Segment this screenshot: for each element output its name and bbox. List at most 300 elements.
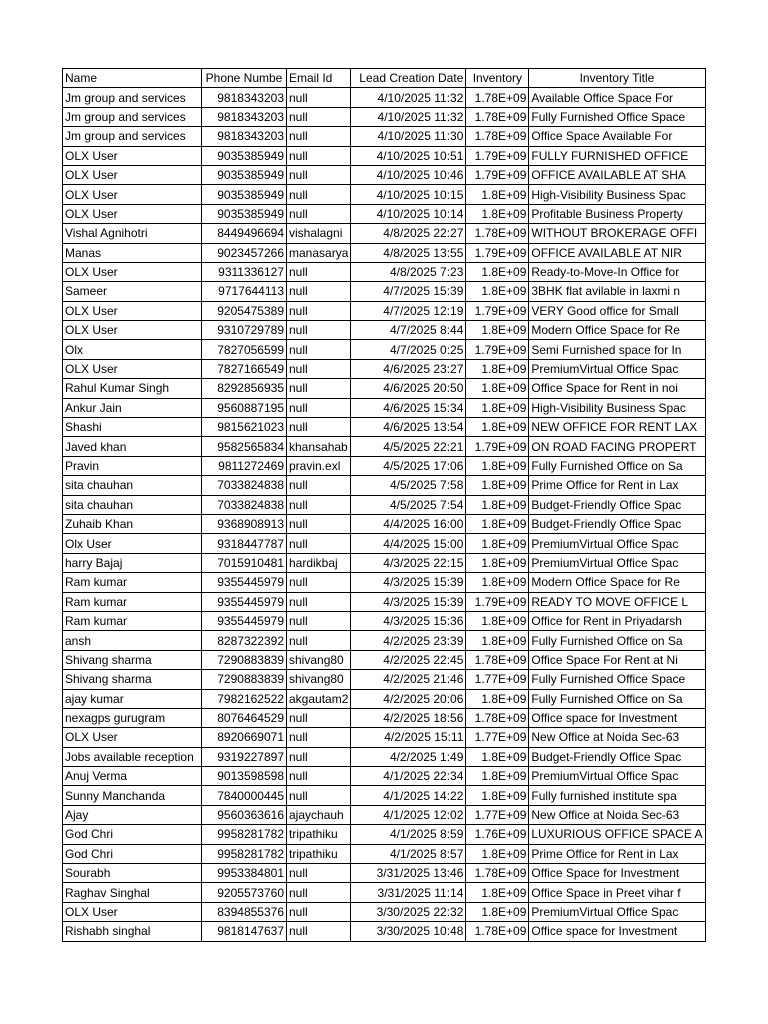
cell-lead-creation-date[interactable]: 4/10/2025 10:15 xyxy=(351,185,466,204)
cell-phone-number[interactable]: 7827056599 xyxy=(202,340,287,359)
cell-email-id[interactable]: shivang80 xyxy=(287,650,351,669)
cell-inventory[interactable]: 1.78E+09 xyxy=(466,922,529,941)
cell-name[interactable]: Zuhaib Khan xyxy=(63,514,202,533)
cell-inventory[interactable]: 1.79E+09 xyxy=(466,340,529,359)
table-row xyxy=(63,204,706,223)
cell-email-id[interactable]: null xyxy=(287,902,351,921)
cell-email-id[interactable]: null xyxy=(287,514,351,533)
cell-name[interactable]: Jm group and services xyxy=(63,107,202,126)
table-row xyxy=(63,107,706,126)
cell-phone-number[interactable]: 8449496694 xyxy=(202,224,287,243)
cell-name[interactable]: nexagps gurugram xyxy=(63,708,202,727)
cell-inventory-title[interactable]: Modern Office Space for Re xyxy=(529,573,705,592)
cell-phone-number[interactable]: 9023457266 xyxy=(202,243,287,262)
cell-inventory-title[interactable]: PremiumVirtual Office Spac xyxy=(529,767,705,786)
cell-phone-number[interactable]: 9958281782 xyxy=(202,825,287,844)
cell-phone-number[interactable]: 7827166549 xyxy=(202,359,287,378)
header-row xyxy=(63,69,706,88)
cell-inventory-title[interactable]: PremiumVirtual Office Spac xyxy=(529,359,705,378)
cell-name[interactable]: Rishabh singhal xyxy=(63,922,202,941)
cell-inventory[interactable]: 1.8E+09 xyxy=(466,767,529,786)
table-row xyxy=(63,418,706,437)
cell-lead-creation-date[interactable]: 4/3/2025 22:15 xyxy=(351,553,466,572)
cell-phone-number[interactable]: 9818147637 xyxy=(202,922,287,941)
cell-name[interactable]: Sourabh xyxy=(63,864,202,883)
cell-phone-number[interactable]: 9355445979 xyxy=(202,611,287,630)
cell-lead-creation-date[interactable]: 4/1/2025 14:22 xyxy=(351,786,466,805)
cell-inventory-title[interactable]: New Office at Noida Sec-63 xyxy=(529,728,705,747)
cell-lead-creation-date[interactable]: 4/2/2025 20:06 xyxy=(351,689,466,708)
table-row xyxy=(63,534,706,553)
cell-inventory[interactable]: 1.8E+09 xyxy=(466,359,529,378)
cell-name[interactable]: OLX User xyxy=(63,185,202,204)
cell-lead-creation-date[interactable]: 4/2/2025 22:45 xyxy=(351,650,466,669)
cell-inventory[interactable]: 1.79E+09 xyxy=(466,165,529,184)
cell-phone-number[interactable]: 9318447787 xyxy=(202,534,287,553)
cell-inventory-title[interactable]: Fully Furnished Office Space xyxy=(529,670,705,689)
cell-name[interactable]: God Chri xyxy=(63,825,202,844)
cell-inventory[interactable]: 1.8E+09 xyxy=(466,185,529,204)
cell-inventory-title[interactable]: High-Visibility Business Spac xyxy=(529,185,705,204)
cell-lead-creation-date[interactable]: 4/6/2025 15:34 xyxy=(351,398,466,417)
cell-email-id[interactable]: null xyxy=(287,88,351,107)
cell-lead-creation-date[interactable]: 4/4/2025 15:00 xyxy=(351,534,466,553)
cell-email-id[interactable]: null xyxy=(287,185,351,204)
cell-email-id[interactable]: null xyxy=(287,747,351,766)
cell-inventory[interactable]: 1.78E+09 xyxy=(466,224,529,243)
cell-phone-number[interactable]: 7840000445 xyxy=(202,786,287,805)
table-row xyxy=(63,767,706,786)
cell-email-id[interactable]: manasarya xyxy=(287,243,351,262)
cell-inventory-title[interactable]: VERY Good office for Small xyxy=(529,301,705,320)
cell-lead-creation-date[interactable]: 4/10/2025 10:14 xyxy=(351,204,466,223)
cell-email-id[interactable]: null xyxy=(287,127,351,146)
table-row xyxy=(63,456,706,475)
cell-name[interactable]: Jm group and services xyxy=(63,88,202,107)
cell-name[interactable]: Olx xyxy=(63,340,202,359)
leads-table xyxy=(62,68,706,942)
table-row xyxy=(63,864,706,883)
cell-lead-creation-date[interactable]: 4/7/2025 0:25 xyxy=(351,340,466,359)
cell-email-id[interactable]: tripathiku xyxy=(287,844,351,863)
cell-inventory-title[interactable]: Fully Furnished Office on Sa xyxy=(529,689,705,708)
cell-email-id[interactable]: null xyxy=(287,204,351,223)
cell-email-id[interactable]: null xyxy=(287,165,351,184)
cell-lead-creation-date[interactable]: 4/2/2025 15:11 xyxy=(351,728,466,747)
cell-phone-number[interactable]: 9035385949 xyxy=(202,185,287,204)
cell-name[interactable]: ajay kumar xyxy=(63,689,202,708)
cell-name[interactable]: Sunny Manchanda xyxy=(63,786,202,805)
table-row xyxy=(63,825,706,844)
cell-inventory-title[interactable]: Office Space in Preet vihar f xyxy=(529,883,705,902)
cell-inventory-title[interactable]: Modern Office Space for Re xyxy=(529,321,705,340)
cell-inventory[interactable]: 1.8E+09 xyxy=(466,262,529,281)
header-email-id[interactable]: Email Id xyxy=(287,69,351,88)
cell-inventory[interactable]: 1.8E+09 xyxy=(466,456,529,475)
cell-name[interactable]: Ankur Jain xyxy=(63,398,202,417)
cell-phone-number[interactable]: 9205573760 xyxy=(202,883,287,902)
cell-phone-number[interactable]: 9205475389 xyxy=(202,301,287,320)
cell-lead-creation-date[interactable]: 4/2/2025 23:39 xyxy=(351,631,466,650)
cell-inventory[interactable]: 1.76E+09 xyxy=(466,825,529,844)
cell-lead-creation-date[interactable]: 4/5/2025 7:58 xyxy=(351,476,466,495)
table-row xyxy=(63,262,706,281)
cell-inventory[interactable]: 1.8E+09 xyxy=(466,844,529,863)
cell-name[interactable]: OLX User xyxy=(63,204,202,223)
cell-phone-number[interactable]: 9818343203 xyxy=(202,88,287,107)
table-row xyxy=(63,243,706,262)
cell-name[interactable]: Shivang sharma xyxy=(63,670,202,689)
cell-lead-creation-date[interactable]: 4/7/2025 8:44 xyxy=(351,321,466,340)
cell-name[interactable]: Rahul Kumar Singh xyxy=(63,379,202,398)
cell-inventory-title[interactable]: Budget-Friendly Office Spac xyxy=(529,747,705,766)
cell-inventory-title[interactable]: OFFICE AVAILABLE AT NIR xyxy=(529,243,705,262)
cell-email-id[interactable]: null xyxy=(287,786,351,805)
cell-name[interactable]: Shivang sharma xyxy=(63,650,202,669)
cell-phone-number[interactable]: 9310729789 xyxy=(202,321,287,340)
cell-email-id[interactable]: null xyxy=(287,476,351,495)
cell-inventory-title[interactable]: Semi Furnished space for In xyxy=(529,340,705,359)
cell-name[interactable]: OLX User xyxy=(63,902,202,921)
cell-name[interactable]: God Chri xyxy=(63,844,202,863)
cell-inventory-title[interactable]: Available Office Space For xyxy=(529,88,705,107)
cell-inventory[interactable]: 1.79E+09 xyxy=(466,437,529,456)
cell-inventory[interactable]: 1.8E+09 xyxy=(466,786,529,805)
cell-email-id[interactable]: pravin.exl xyxy=(287,456,351,475)
cell-name[interactable]: Ram kumar xyxy=(63,592,202,611)
table-row xyxy=(63,592,706,611)
cell-inventory-title[interactable]: High-Visibility Business Spac xyxy=(529,398,705,417)
cell-inventory-title[interactable]: Office for Rent in Priyadarsh xyxy=(529,611,705,630)
cell-email-id[interactable]: null xyxy=(287,631,351,650)
cell-lead-creation-date[interactable]: 3/31/2025 13:46 xyxy=(351,864,466,883)
cell-lead-creation-date[interactable]: 4/10/2025 11:32 xyxy=(351,107,466,126)
cell-lead-creation-date[interactable]: 4/2/2025 18:56 xyxy=(351,708,466,727)
cell-inventory[interactable]: 1.8E+09 xyxy=(466,514,529,533)
cell-phone-number[interactable]: 9958281782 xyxy=(202,844,287,863)
table-row xyxy=(63,883,706,902)
cell-phone-number[interactable]: 9818343203 xyxy=(202,127,287,146)
cell-inventory-title[interactable]: Office Space For Rent at Ni xyxy=(529,650,705,669)
cell-lead-creation-date[interactable]: 4/6/2025 13:54 xyxy=(351,418,466,437)
cell-lead-creation-date[interactable]: 4/5/2025 7:54 xyxy=(351,495,466,514)
cell-lead-creation-date[interactable]: 4/3/2025 15:36 xyxy=(351,611,466,630)
cell-phone-number[interactable]: 9818343203 xyxy=(202,107,287,126)
spreadsheet xyxy=(62,68,706,942)
cell-inventory[interactable]: 1.8E+09 xyxy=(466,495,529,514)
cell-lead-creation-date[interactable]: 3/31/2025 11:14 xyxy=(351,883,466,902)
cell-inventory[interactable]: 1.8E+09 xyxy=(466,747,529,766)
cell-lead-creation-date[interactable]: 4/4/2025 16:00 xyxy=(351,514,466,533)
cell-inventory[interactable]: 1.78E+09 xyxy=(466,650,529,669)
cell-inventory-title[interactable]: New Office at Noida Sec-63 xyxy=(529,805,705,824)
cell-inventory-title[interactable]: Fully Furnished Office on Sa xyxy=(529,456,705,475)
cell-name[interactable]: Pravin xyxy=(63,456,202,475)
cell-name[interactable]: OLX User xyxy=(63,165,202,184)
cell-name[interactable]: Shashi xyxy=(63,418,202,437)
cell-email-id[interactable]: null xyxy=(287,592,351,611)
cell-name[interactable]: Jm group and services xyxy=(63,127,202,146)
cell-phone-number[interactable]: 9355445979 xyxy=(202,592,287,611)
cell-email-id[interactable]: null xyxy=(287,767,351,786)
cell-inventory-title[interactable]: WITHOUT BROKERAGE OFFI xyxy=(529,224,705,243)
cell-email-id[interactable]: null xyxy=(287,534,351,553)
cell-phone-number[interactable]: 7290883839 xyxy=(202,650,287,669)
cell-email-id[interactable]: null xyxy=(287,398,351,417)
table-row xyxy=(63,340,706,359)
cell-inventory[interactable]: 1.8E+09 xyxy=(466,282,529,301)
cell-email-id[interactable]: null xyxy=(287,883,351,902)
cell-name[interactable]: ansh xyxy=(63,631,202,650)
cell-lead-creation-date[interactable]: 4/6/2025 20:50 xyxy=(351,379,466,398)
cell-lead-creation-date[interactable]: 4/5/2025 22:21 xyxy=(351,437,466,456)
cell-inventory[interactable]: 1.8E+09 xyxy=(466,534,529,553)
cell-inventory[interactable]: 1.8E+09 xyxy=(466,902,529,921)
cell-email-id[interactable]: null xyxy=(287,418,351,437)
cell-phone-number[interactable]: 8394855376 xyxy=(202,902,287,921)
cell-email-id[interactable]: ajaychauh xyxy=(287,805,351,824)
cell-inventory[interactable]: 1.8E+09 xyxy=(466,883,529,902)
cell-name[interactable]: Javed khan xyxy=(63,437,202,456)
cell-name[interactable]: Jobs available reception xyxy=(63,747,202,766)
cell-email-id[interactable]: null xyxy=(287,146,351,165)
cell-phone-number[interactable]: 7015910481 xyxy=(202,553,287,572)
table-row xyxy=(63,689,706,708)
cell-email-id[interactable]: akgautam2 xyxy=(287,689,351,708)
cell-email-id[interactable]: null xyxy=(287,495,351,514)
cell-lead-creation-date[interactable]: 4/10/2025 11:32 xyxy=(351,88,466,107)
cell-inventory[interactable]: 1.8E+09 xyxy=(466,321,529,340)
cell-inventory-title[interactable]: Office Space for Rent in noi xyxy=(529,379,705,398)
cell-email-id[interactable]: null xyxy=(287,321,351,340)
cell-inventory[interactable]: 1.8E+09 xyxy=(466,689,529,708)
cell-phone-number[interactable]: 9035385949 xyxy=(202,204,287,223)
cell-lead-creation-date[interactable]: 3/30/2025 22:32 xyxy=(351,902,466,921)
cell-inventory[interactable]: 1.8E+09 xyxy=(466,418,529,437)
cell-lead-creation-date[interactable]: 4/1/2025 22:34 xyxy=(351,767,466,786)
cell-phone-number[interactable]: 9311336127 xyxy=(202,262,287,281)
cell-name[interactable]: Sameer xyxy=(63,282,202,301)
table-row xyxy=(63,844,706,863)
cell-phone-number[interactable]: 9582565834 xyxy=(202,437,287,456)
cell-name[interactable]: OLX User xyxy=(63,359,202,378)
cell-inventory[interactable]: 1.79E+09 xyxy=(466,243,529,262)
cell-lead-creation-date[interactable]: 4/7/2025 15:39 xyxy=(351,282,466,301)
cell-name[interactable]: Anuj Verma xyxy=(63,767,202,786)
table-row xyxy=(63,165,706,184)
cell-lead-creation-date[interactable]: 4/10/2025 10:51 xyxy=(351,146,466,165)
cell-inventory[interactable]: 1.77E+09 xyxy=(466,670,529,689)
cell-name[interactable]: Olx User xyxy=(63,534,202,553)
cell-inventory-title[interactable]: PremiumVirtual Office Spac xyxy=(529,902,705,921)
cell-phone-number[interactable]: 7290883839 xyxy=(202,670,287,689)
cell-phone-number[interactable]: 9035385949 xyxy=(202,165,287,184)
cell-inventory-title[interactable]: Fully Furnished Office on Sa xyxy=(529,631,705,650)
cell-inventory[interactable]: 1.79E+09 xyxy=(466,146,529,165)
table-row xyxy=(63,437,706,456)
cell-name[interactable]: OLX User xyxy=(63,321,202,340)
cell-inventory-title[interactable]: Budget-Friendly Office Spac xyxy=(529,514,705,533)
cell-email-id[interactable]: null xyxy=(287,282,351,301)
cell-name[interactable]: Manas xyxy=(63,243,202,262)
table-row xyxy=(63,553,706,572)
cell-inventory-title[interactable]: LUXURIOUS OFFICE SPACE A xyxy=(529,825,705,844)
cell-inventory-title[interactable]: PremiumVirtual Office Spac xyxy=(529,553,705,572)
header-lead-creation-date[interactable]: Lead Creation Date xyxy=(351,69,466,88)
cell-phone-number[interactable]: 9815621023 xyxy=(202,418,287,437)
cell-lead-creation-date[interactable]: 4/1/2025 12:02 xyxy=(351,805,466,824)
cell-lead-creation-date[interactable]: 4/8/2025 13:55 xyxy=(351,243,466,262)
cell-inventory[interactable]: 1.78E+09 xyxy=(466,107,529,126)
header-inventory[interactable]: Inventory xyxy=(466,69,529,88)
cell-name[interactable]: OLX User xyxy=(63,146,202,165)
cell-inventory[interactable]: 1.8E+09 xyxy=(466,476,529,495)
cell-inventory[interactable]: 1.78E+09 xyxy=(466,708,529,727)
cell-lead-creation-date[interactable]: 4/7/2025 12:19 xyxy=(351,301,466,320)
cell-name[interactable]: Raghav Singhal xyxy=(63,883,202,902)
cell-phone-number[interactable]: 9811272469 xyxy=(202,456,287,475)
header-name[interactable]: Name xyxy=(63,69,202,88)
cell-name[interactable]: Ajay xyxy=(63,805,202,824)
cell-email-id[interactable]: khansahab xyxy=(287,437,351,456)
cell-phone-number[interactable]: 9560887195 xyxy=(202,398,287,417)
cell-email-id[interactable]: null xyxy=(287,573,351,592)
cell-phone-number[interactable]: 8287322392 xyxy=(202,631,287,650)
cell-phone-number[interactable]: 8920669071 xyxy=(202,728,287,747)
cell-email-id[interactable]: null xyxy=(287,922,351,941)
cell-lead-creation-date[interactable]: 4/6/2025 23:27 xyxy=(351,359,466,378)
cell-inventory[interactable]: 1.78E+09 xyxy=(466,127,529,146)
cell-name[interactable]: OLX User xyxy=(63,301,202,320)
cell-inventory-title[interactable]: 3BHK flat avilable in laxmi n xyxy=(529,282,705,301)
cell-email-id[interactable]: vishalagni xyxy=(287,224,351,243)
cell-inventory-title[interactable]: Office Space for Investment xyxy=(529,864,705,883)
cell-email-id[interactable]: null xyxy=(287,359,351,378)
cell-inventory-title[interactable]: Office space for Investment xyxy=(529,922,705,941)
table-row xyxy=(63,398,706,417)
cell-phone-number[interactable]: 9368908913 xyxy=(202,514,287,533)
cell-phone-number[interactable]: 9013598598 xyxy=(202,767,287,786)
cell-inventory-title[interactable]: Fully Furnished Office Space xyxy=(529,107,705,126)
cell-inventory[interactable]: 1.8E+09 xyxy=(466,379,529,398)
cell-name[interactable]: sita chauhan xyxy=(63,476,202,495)
cell-inventory[interactable]: 1.8E+09 xyxy=(466,398,529,417)
table-row xyxy=(63,805,706,824)
cell-inventory-title[interactable]: Profitable Business Property xyxy=(529,204,705,223)
cell-lead-creation-date[interactable]: 4/1/2025 8:59 xyxy=(351,825,466,844)
cell-lead-creation-date[interactable]: 4/10/2025 11:30 xyxy=(351,127,466,146)
cell-phone-number[interactable]: 7982162522 xyxy=(202,689,287,708)
cell-name[interactable]: sita chauhan xyxy=(63,495,202,514)
table-row xyxy=(63,708,706,727)
cell-lead-creation-date[interactable]: 4/10/2025 10:46 xyxy=(351,165,466,184)
cell-email-id[interactable]: shivang80 xyxy=(287,670,351,689)
cell-inventory[interactable]: 1.78E+09 xyxy=(466,864,529,883)
cell-inventory[interactable]: 1.77E+09 xyxy=(466,805,529,824)
cell-email-id[interactable]: null xyxy=(287,379,351,398)
cell-inventory-title[interactable]: NEW OFFICE FOR RENT LAX xyxy=(529,418,705,437)
cell-email-id[interactable]: null xyxy=(287,864,351,883)
cell-phone-number[interactable]: 9355445979 xyxy=(202,573,287,592)
cell-name[interactable]: OLX User xyxy=(63,728,202,747)
cell-lead-creation-date[interactable]: 3/30/2025 10:48 xyxy=(351,922,466,941)
cell-lead-creation-date[interactable]: 4/3/2025 15:39 xyxy=(351,592,466,611)
cell-inventory[interactable]: 1.8E+09 xyxy=(466,611,529,630)
table-row xyxy=(63,728,706,747)
cell-inventory-title[interactable]: ON ROAD FACING PROPERT xyxy=(529,437,705,456)
cell-inventory[interactable]: 1.8E+09 xyxy=(466,553,529,572)
header-phone-number[interactable]: Phone Numbe xyxy=(202,69,287,88)
cell-email-id[interactable]: null xyxy=(287,107,351,126)
cell-email-id[interactable]: null xyxy=(287,611,351,630)
cell-inventory[interactable]: 1.8E+09 xyxy=(466,631,529,650)
cell-name[interactable]: OLX User xyxy=(63,262,202,281)
cell-lead-creation-date[interactable]: 4/1/2025 8:57 xyxy=(351,844,466,863)
cell-email-id[interactable]: null xyxy=(287,340,351,359)
cell-inventory-title[interactable]: Office space for Investment xyxy=(529,708,705,727)
cell-name[interactable]: harry Bajaj xyxy=(63,553,202,572)
cell-name[interactable]: Vishal Agnihotri xyxy=(63,224,202,243)
cell-phone-number[interactable]: 9035385949 xyxy=(202,146,287,165)
cell-email-id[interactable]: tripathiku xyxy=(287,825,351,844)
cell-inventory-title[interactable]: Fully furnished institute spa xyxy=(529,786,705,805)
cell-inventory-title[interactable]: Prime Office for Rent in Lax xyxy=(529,476,705,495)
cell-phone-number[interactable]: 7033824838 xyxy=(202,476,287,495)
cell-email-id[interactable]: null xyxy=(287,708,351,727)
cell-phone-number[interactable]: 9560363616 xyxy=(202,805,287,824)
cell-inventory[interactable]: 1.8E+09 xyxy=(466,573,529,592)
cell-inventory[interactable]: 1.8E+09 xyxy=(466,204,529,223)
header-inventory-title[interactable]: Inventory Title xyxy=(529,69,705,88)
cell-email-id[interactable]: null xyxy=(287,262,351,281)
cell-inventory-title[interactable]: Budget-Friendly Office Spac xyxy=(529,495,705,514)
cell-phone-number[interactable]: 9717644113 xyxy=(202,282,287,301)
table-row xyxy=(63,224,706,243)
cell-lead-creation-date[interactable]: 4/8/2025 22:27 xyxy=(351,224,466,243)
cell-lead-creation-date[interactable]: 4/3/2025 15:39 xyxy=(351,573,466,592)
cell-inventory[interactable]: 1.78E+09 xyxy=(466,88,529,107)
cell-email-id[interactable]: null xyxy=(287,728,351,747)
cell-inventory[interactable]: 1.79E+09 xyxy=(466,301,529,320)
table-row xyxy=(63,747,706,766)
cell-inventory-title[interactable]: PremiumVirtual Office Spac xyxy=(529,534,705,553)
cell-phone-number[interactable]: 9953384801 xyxy=(202,864,287,883)
cell-inventory-title[interactable]: Office Space Available For xyxy=(529,127,705,146)
cell-phone-number[interactable]: 8292856935 xyxy=(202,379,287,398)
cell-inventory-title[interactable]: READY TO MOVE OFFICE L xyxy=(529,592,705,611)
cell-name[interactable]: Ram kumar xyxy=(63,611,202,630)
table-row xyxy=(63,611,706,630)
table-row xyxy=(63,514,706,533)
cell-inventory[interactable]: 1.79E+09 xyxy=(466,592,529,611)
cell-phone-number[interactable]: 8076464529 xyxy=(202,708,287,727)
cell-lead-creation-date[interactable]: 4/2/2025 21:46 xyxy=(351,670,466,689)
cell-inventory[interactable]: 1.77E+09 xyxy=(466,728,529,747)
cell-inventory-title[interactable]: Ready-to-Move-In Office for xyxy=(529,262,705,281)
cell-lead-creation-date[interactable]: 4/5/2025 17:06 xyxy=(351,456,466,475)
cell-name[interactable]: Ram kumar xyxy=(63,573,202,592)
cell-email-id[interactable]: null xyxy=(287,301,351,320)
cell-inventory-title[interactable]: OFFICE AVAILABLE AT SHA xyxy=(529,165,705,184)
table-row xyxy=(63,321,706,340)
cell-lead-creation-date[interactable]: 4/8/2025 7:23 xyxy=(351,262,466,281)
cell-email-id[interactable]: hardikbaj xyxy=(287,553,351,572)
cell-inventory-title[interactable]: FULLY FURNISHED OFFICE xyxy=(529,146,705,165)
cell-phone-number[interactable]: 9319227897 xyxy=(202,747,287,766)
cell-phone-number[interactable]: 7033824838 xyxy=(202,495,287,514)
cell-lead-creation-date[interactable]: 4/2/2025 1:49 xyxy=(351,747,466,766)
cell-inventory-title[interactable]: Prime Office for Rent in Lax xyxy=(529,844,705,863)
